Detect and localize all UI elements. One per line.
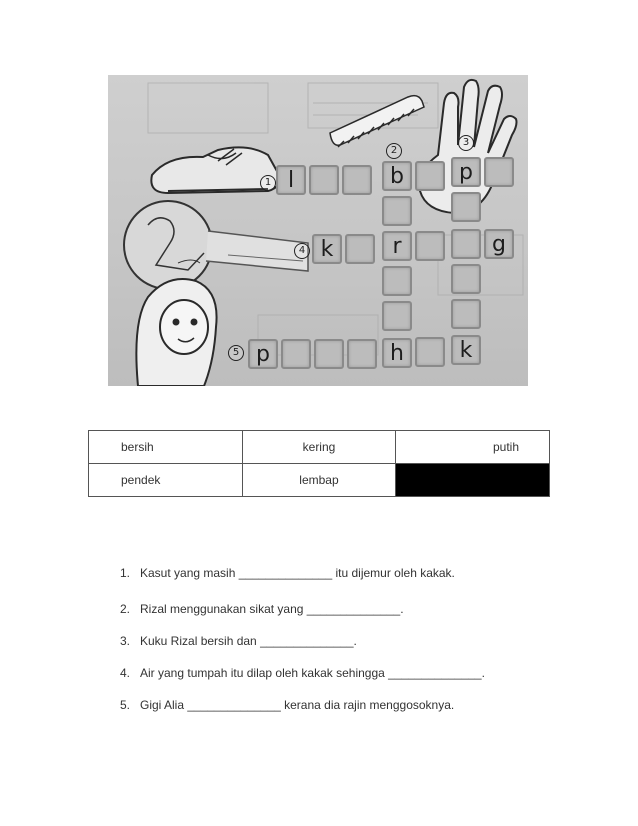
question-text: Rizal menggunakan sikat yang ______________. [140, 602, 404, 616]
clue-number-3: 3 [458, 135, 474, 151]
question-item [120, 566, 455, 580]
puzzle-cell: l [276, 165, 306, 195]
puzzle-cell [415, 337, 445, 367]
question-item [120, 602, 404, 616]
puzzle-cell [415, 161, 445, 191]
question-text: Kasut yang masih ______________ itu dijemur oleh kakak. [140, 566, 455, 580]
puzzle-cell [281, 339, 311, 369]
question-number: 4. [120, 666, 131, 680]
word-cell: pendek [89, 464, 243, 497]
question-item [120, 666, 485, 680]
word-cell: bersih [89, 431, 243, 464]
word-cell: putih [396, 431, 550, 464]
clue-number-2: 2 [386, 143, 402, 159]
question-item [120, 698, 454, 712]
question-text: Kuku Rizal bersih dan ______________. [140, 634, 357, 648]
table-row [89, 464, 550, 497]
puzzle-cell [451, 264, 481, 294]
puzzle-cell: p [248, 339, 278, 369]
puzzle-cell [347, 339, 377, 369]
word-bank-table [88, 430, 550, 497]
puzzle-cell [451, 192, 481, 222]
question-number: 2. [120, 602, 131, 616]
question-text: Gigi Alia ______________ kerana dia rajin menggosoknya. [140, 698, 455, 712]
puzzle-cell [484, 157, 514, 187]
puzzle-cell [309, 165, 339, 195]
puzzle-cell: p [451, 157, 481, 187]
puzzle-cell: g [484, 229, 514, 259]
question-number: 5. [120, 698, 131, 712]
table-row [89, 431, 550, 464]
blacked-out-cell [396, 464, 550, 497]
puzzle-cell [342, 165, 372, 195]
puzzle-cell [382, 266, 412, 296]
puzzle-cell [451, 229, 481, 259]
magnifier-icon [124, 201, 308, 289]
clue-number-5: 5 [228, 345, 244, 361]
puzzle-cell: b [382, 161, 412, 191]
puzzle-cell [451, 299, 481, 329]
girl-icon [136, 279, 216, 386]
puzzle-cell: h [382, 338, 412, 368]
clue-number-1: 1 [260, 175, 276, 191]
puzzle-cell [415, 231, 445, 261]
clue-number-4: 4 [294, 243, 310, 259]
puzzle-cell: k [451, 335, 481, 365]
question-number: 1. [120, 566, 131, 580]
word-cell: lembap [242, 464, 396, 497]
question-number: 3. [120, 634, 131, 648]
puzzle-cell [345, 234, 375, 264]
crossword-puzzle-image [108, 75, 528, 386]
word-cell: kering [242, 431, 396, 464]
question-text: Air yang tumpah itu dilap oleh kakak sehingga ______________. [140, 666, 485, 680]
puzzle-cell: r [382, 231, 412, 261]
question-item [120, 634, 357, 648]
puzzle-cell [314, 339, 344, 369]
puzzle-cell [382, 301, 412, 331]
puzzle-cell: k [312, 234, 342, 264]
puzzle-cell [382, 196, 412, 226]
